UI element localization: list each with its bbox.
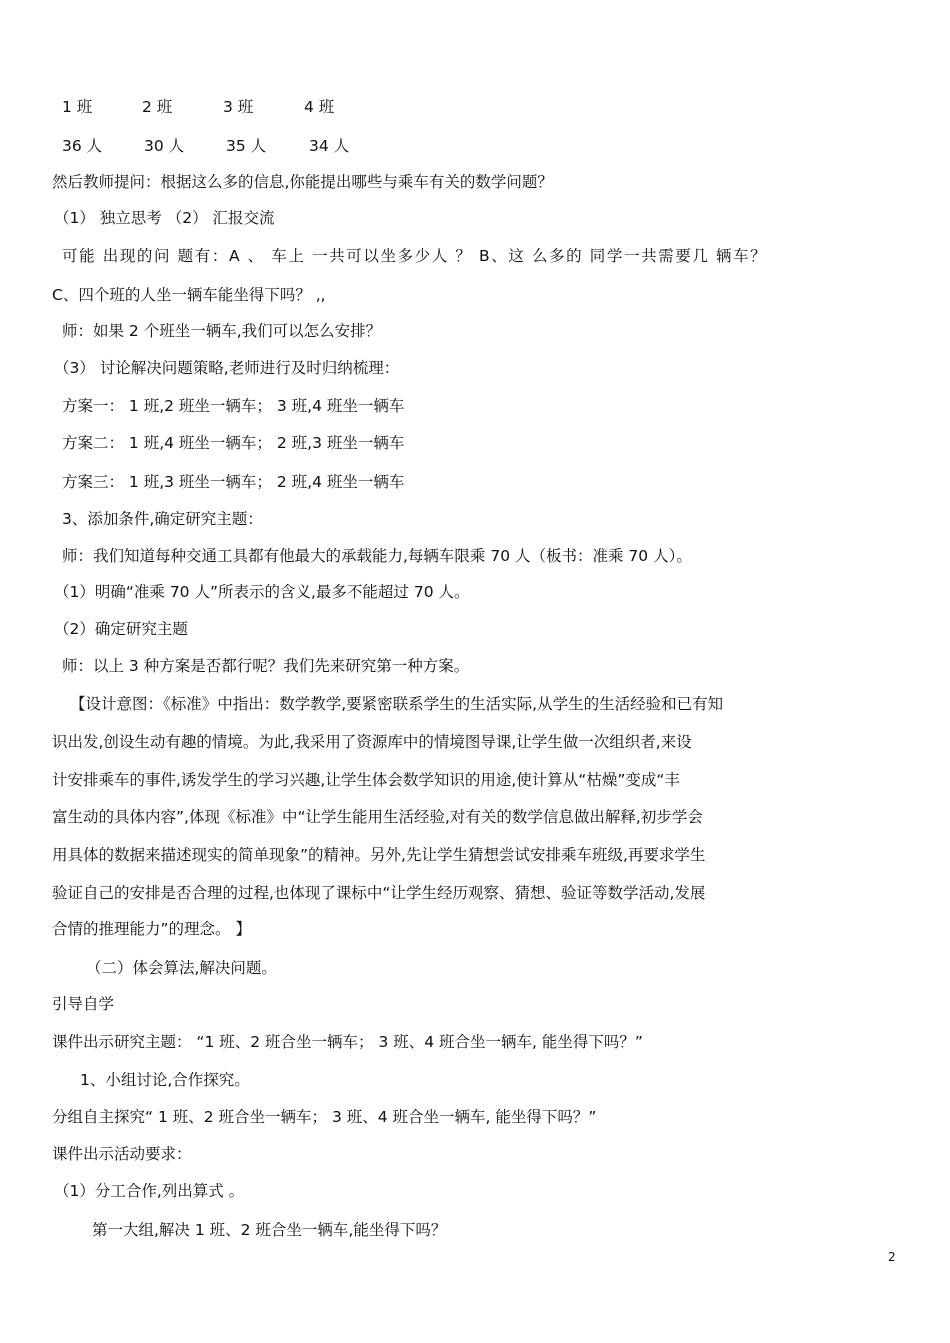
text-line: （3） 讨论解决问题策略,老师进行及时归纳梳理： (54, 359, 400, 377)
table-value-class-1: 36 人 (62, 137, 103, 155)
text-line: 引导自学 (52, 995, 115, 1013)
table-header-class-1: 1 班 (62, 98, 93, 116)
text-line: 计安排乘车的事件,诱发学生的学习兴趣,让学生体会数学知识的用途,使计算从“枯燥”变成“丰 (52, 771, 680, 789)
table-header-class-2: 2 班 (142, 98, 173, 116)
text-line: （1） 独立思考 （2） 汇报交流 (54, 209, 275, 227)
text-line: 合情的推理能力”的理念。 】 (52, 920, 251, 938)
text-line: 方案一： 1 班,2 班坐一辆车； 3 班,4 班坐一辆车 (62, 397, 405, 415)
text-line: 富生动的具体内容”,体现《标准》中“让学生能用生活经验,对有关的数学信息做出解释,初步学会 (52, 808, 703, 826)
text-line: 1、小组讨论,合作探究。 (80, 1071, 250, 1089)
table-header-class-4: 4 班 (304, 98, 335, 116)
text-line: 课件出示活动要求： (52, 1145, 192, 1163)
table-value-class-3: 35 人 (226, 137, 267, 155)
page-number: 2 (888, 1250, 896, 1264)
text-line: 第一大组,解决 1 班、2 班合坐一辆车,能坐得下吗？ (92, 1221, 447, 1239)
text-line: 用具体的数据来描述现实的简单现象”的精神。另外,先让学生猜想尝试安排乘车班级,再要求学生 (52, 846, 706, 864)
text-line: 可能 出现的问 题有：A 、 车上 一共可以坐多少人 ？ B、这 么多的 同学一共需要几 辆车？ (62, 247, 768, 265)
table-header-class-3: 3 班 (223, 98, 254, 116)
text-line: 3、添加条件,确定研究主题： (62, 510, 263, 528)
text-line: 验证自己的安排是否合理的过程,也体现了课标中“让学生经历观察、猜想、验证等数学活动,发展 (52, 884, 706, 902)
text-line: 【设计意图：《标准》中指出：数学教学,要紧密联系学生的生活实际,从学生的生活经验和已有知 (70, 695, 724, 713)
table-value-class-4: 34 人 (309, 137, 350, 155)
text-line: 识出发,创设生动有趣的情境。为此,我采用了资源库中的情境图导课,让学生做一次组织者,来设 (52, 733, 692, 751)
text-line: 师：如果 2 个班坐一辆车,我们可以怎么安排？ (62, 322, 382, 340)
text-line: 师：我们知道每种交通工具都有他最大的承载能力,每辆车限乘 70 人（板书：准乘 70 人）。 (62, 547, 692, 565)
text-line: 分组自主探究“ 1 班、2 班合坐一辆车； 3 班、4 班合坐一辆车, 能坐得下吗？” (52, 1108, 597, 1126)
table-value-class-2: 30 人 (144, 137, 185, 155)
text-line: 方案三： 1 班,3 班坐一辆车； 2 班,4 班坐一辆车 (62, 473, 405, 491)
text-line: 然后教师提问：根据这么多的信息,你能提出哪些与乘车有关的数学问题？ (52, 173, 553, 191)
section-heading: （二）体会算法,解决问题。 (86, 959, 277, 977)
text-line: 方案二： 1 班,4 班坐一辆车； 2 班,3 班坐一辆车 (62, 434, 405, 452)
text-line: （1）分工合作,列出算式 。 (54, 1182, 245, 1200)
text-line: （1）明确“准乘 70 人”所表示的含义,最多不能超过 70 人。 (54, 583, 470, 601)
text-line: 课件出示研究主题： “1 班、2 班合坐一辆车； 3 班、4 班合坐一辆车, 能坐得下吗？” (52, 1033, 643, 1051)
text-line: （2）确定研究主题 (54, 620, 188, 638)
text-line: 师：以上 3 种方案是否都行呢？我们先来研究第一种方案。 (62, 657, 470, 675)
text-line: C、四个班的人坐一辆车能坐得下吗？ ,, (52, 286, 326, 304)
